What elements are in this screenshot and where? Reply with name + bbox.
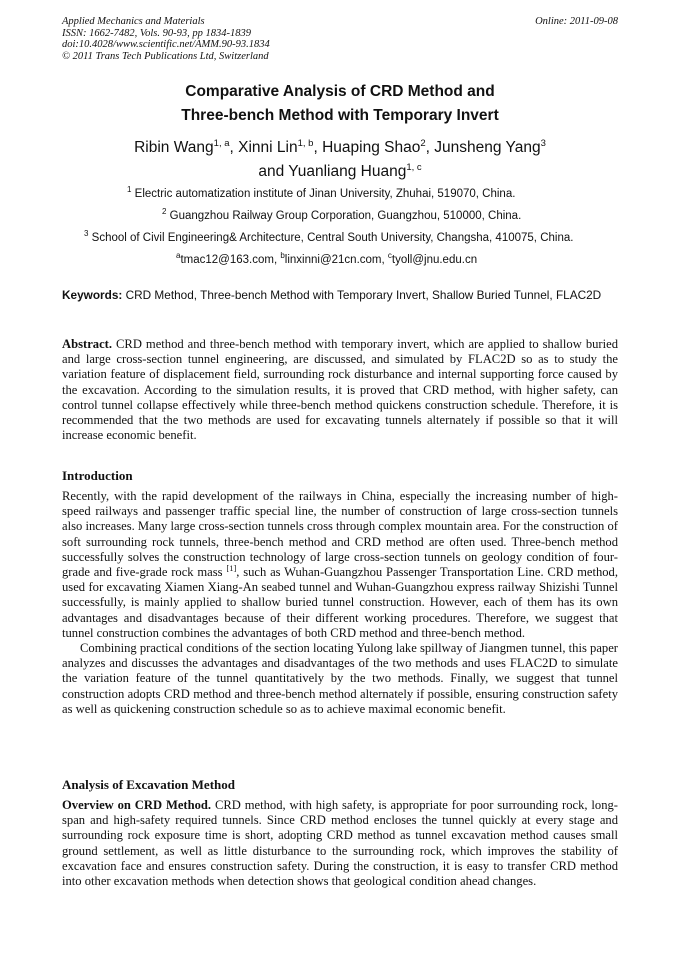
journal-name: Applied Mechanics and Materials [62, 16, 205, 27]
section-heading-introduction: Introduction [62, 468, 133, 483]
keywords-text: CRD Method, Three-bench Method with Temporary Invert, Shallow Buried Tunnel, FLAC2D [125, 288, 602, 302]
author-name: Yuanliang Huang [288, 163, 407, 180]
author-sup: 1, c [406, 161, 422, 173]
email-line [176, 253, 477, 267]
author-and: and [258, 163, 285, 180]
email-link[interactable]: tmac12@163.com, [180, 254, 281, 266]
author-sup: 2 [420, 137, 426, 149]
email-marker: a [176, 251, 181, 261]
title-line-2: Three-bench Method with Temporary Invert [181, 107, 499, 124]
affiliation-3 [84, 231, 573, 245]
email-link[interactable]: tyoll@jnu.edu.cn [391, 254, 478, 266]
copyright-line: © 2011 Trans Tech Publications Ltd, Switzerland [62, 50, 269, 62]
analysis-text: CRD method, with high safety, is appropriate for poor surrounding rock, long-span and high-safety required tunnels. Since CRD method encloses the tunnel quickly at every stage and surrounding rock exposure time is short, adopting CRD method as tunnel excavation method causes small ground settlement, as well as little disturbance to the surrounding rock, which improves the stability of excavation face and ensures construction safety. During the construction, it is easy to transfer CRD method into other excavation methods when detection shows that geological condition ahead changes. [62, 798, 618, 889]
online-date: Online: 2011-09-08 [535, 16, 618, 27]
journal-header [62, 16, 618, 62]
keywords [62, 288, 618, 303]
citation-ref[interactable]: [1] [226, 562, 237, 573]
author-name: Xinni Lin [238, 139, 298, 156]
affiliation-2 [162, 209, 521, 223]
author-name: Huaping Shao [322, 139, 421, 156]
abstract-label: Abstract. [62, 337, 113, 351]
author-name: Junsheng Yang [434, 139, 541, 156]
affiliation-number: 2 [162, 207, 167, 217]
affiliation-text: Guangzhou Railway Group Corporation, Guangzhou, 510000, China. [169, 210, 522, 222]
intro-text: , such as Wuhan-Guangzhou Passenger Transportation Line. CRD method, used for excavating Xiamen Xiang-An seabed tunnel and Wuhan-Guangzhou express railway Shizishi Tunnel successfully, is mainly applied to shallow buried tunnel construction. However, each of them has its own advantages and disadvantages because of their different working procedures. Therefore, we suggest that tunnel construction combines the advantages of both CRD method and three-bench method. [62, 565, 618, 640]
author-sup: 3 [540, 137, 546, 149]
author-sup: 1, b [297, 137, 314, 149]
email-marker: b [280, 251, 285, 261]
affiliation-number: 3 [84, 229, 89, 239]
intro-text: Recently, with the rapid development of the railways in China, especially the increasing number of high-speed railways and passenger traffic special line, the number of construction of large cross-section tunnels also increases. Many large cross-section tunnels cross through complex mountain area. For the construction of soft surrounding rock tunnels, three-bench method and CRD method are often used. Three-bench method successfully solves the construction technology of large cross-section tunnels on geology condition of four-grade and five-grade rock mass [62, 489, 618, 580]
author-sup: 1, a [213, 137, 230, 149]
doi-line: doi:10.4028/www.scientific.net/AMM.90-93.1834 [62, 39, 270, 50]
affiliation-text: Electric automatization institute of Jinan University, Zhuhai, 519070, China. [134, 188, 516, 200]
paper-title [62, 80, 618, 128]
issn-line: ISSN: 1662-7482, Vols. 90-93, pp 1834-1839 [62, 27, 251, 39]
affiliation-text: School of Civil Engineering& Architecture, Central South University, Changsha, 410075, China. [91, 232, 574, 244]
intro-paragraph-1 [62, 489, 618, 641]
author-list: Ribin Wang$^{1, a}$, Xinni Lin$^{1, b}$, Huaping Shao$^2$, Junsheng Yang$^3$ and Yuanliang Huang$^{1, c}$ [134, 137, 546, 180]
affiliation-number: 1 [127, 185, 132, 195]
title-line-1: Comparative Analysis of CRD Method and [185, 83, 495, 100]
intro-paragraph-2: Combining practical conditions of the section locating Yulong lake spillway of Jiangmen tunnel, this paper analyzes and discusses the advantages and disadvantages of the two methods and uses FLAC2D to simulate the variation feature of the tunnel quantitatively by the two methods. Finally, we suggest that tunnel construction adopts CRD method and three-bench method alternately if possible, ensuring construction safety as well as quickening construction schedule so as to achieve maximal economic benefit. [62, 641, 618, 716]
affiliation-1 [127, 187, 515, 201]
introduction-body [62, 489, 618, 717]
email-marker: c [387, 251, 392, 261]
section-heading-analysis: Analysis of Excavation Method [62, 777, 235, 792]
abstract [62, 337, 618, 443]
email-link[interactable]: linxinni@21cn.com, [284, 254, 388, 266]
keywords-label: Keywords: [62, 288, 123, 302]
subsection-label: Overview on CRD Method. [62, 798, 212, 812]
analysis-body [62, 798, 618, 889]
abstract-text: CRD method and three-bench method with temporary invert, which are applied to shallow buried and large cross-section tunnel engineering, are discussed, and simulated by FLAC2D so as to study the variation feature of displacement field, surrounding rock disturbance and internal supporting force caused by the excavation. According to the simulation results, it is proved that CRD method, with higher safety, can control tunnel collapse effectively while three-bench method quickens construction schedule. Therefore, it is recommended that the two methods are used for excavating tunnels alternately if possible so that it will increase economic benefit. [62, 337, 618, 443]
author-name: Ribin Wang [134, 139, 214, 156]
